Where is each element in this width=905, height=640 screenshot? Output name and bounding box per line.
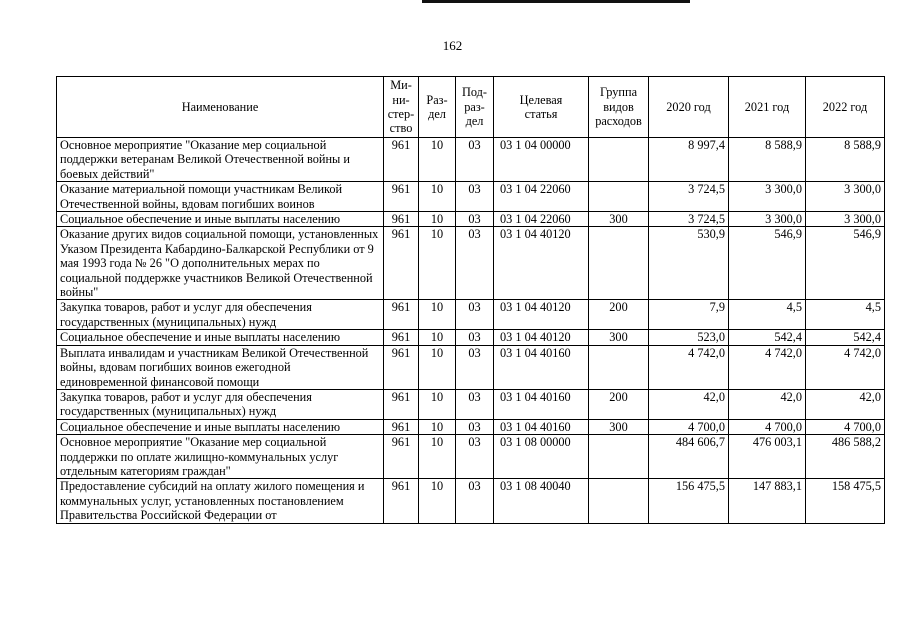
cell-2022: 42,0 (806, 389, 885, 419)
cell-name: Оказание других видов социальной помощи, установленных Указом Президента Кабардино-Балкарской Республики от 9 мая 1993 года № 26 "О дополнительных мерах по социальной поддержке участников Великой Отечественной войны" (57, 227, 384, 300)
table-row (57, 389, 885, 419)
cell-2020: 4 742,0 (649, 345, 729, 389)
table-row (57, 300, 885, 330)
cell-2022: 542,4 (806, 330, 885, 345)
cell-name: Выплата инвалидам и участникам Великой Отечественной войны, вдовам погибших воинов ежегодной единовременной финансовой помощи (57, 345, 384, 389)
cell-group (589, 345, 649, 389)
cell-ministry: 961 (384, 182, 419, 212)
table-row (57, 479, 885, 523)
cell-2021: 476 003,1 (729, 435, 806, 479)
cell-group: 300 (589, 330, 649, 345)
cell-subsection: 03 (456, 227, 494, 300)
cell-ministry: 961 (384, 345, 419, 389)
cell-ministry: 961 (384, 479, 419, 523)
top-edge-mark (422, 0, 690, 3)
cell-section: 10 (419, 300, 456, 330)
cell-section: 10 (419, 419, 456, 434)
cell-ministry: 961 (384, 389, 419, 419)
cell-name: Социальное обеспечение и иные выплаты населению (57, 419, 384, 434)
cell-2022: 4 742,0 (806, 345, 885, 389)
table-body (57, 138, 885, 524)
cell-2022: 8 588,9 (806, 138, 885, 182)
cell-2020: 523,0 (649, 330, 729, 345)
header-ministry: Ми- ни- стер- ство (384, 77, 419, 138)
cell-ministry: 961 (384, 330, 419, 345)
cell-subsection: 03 (456, 435, 494, 479)
cell-subsection: 03 (456, 330, 494, 345)
table-row (57, 435, 885, 479)
cell-2022: 3 300,0 (806, 212, 885, 227)
cell-target: 03 1 04 40120 (494, 300, 589, 330)
cell-subsection: 03 (456, 182, 494, 212)
table-row (57, 138, 885, 182)
table-row (57, 212, 885, 227)
cell-2022: 158 475,5 (806, 479, 885, 523)
cell-target: 03 1 04 40160 (494, 419, 589, 434)
cell-group: 300 (589, 419, 649, 434)
cell-section: 10 (419, 138, 456, 182)
header-2020: 2020 год (649, 77, 729, 138)
cell-2021: 3 300,0 (729, 182, 806, 212)
cell-ministry: 961 (384, 138, 419, 182)
cell-target: 03 1 04 40160 (494, 389, 589, 419)
cell-target: 03 1 04 22060 (494, 212, 589, 227)
header-section: Раз- дел (419, 77, 456, 138)
cell-name: Социальное обеспечение и иные выплаты населению (57, 212, 384, 227)
cell-2020: 7,9 (649, 300, 729, 330)
cell-2021: 4 700,0 (729, 419, 806, 434)
cell-2021: 4 742,0 (729, 345, 806, 389)
cell-subsection: 03 (456, 138, 494, 182)
cell-name: Оказание материальной помощи участникам Великой Отечественной войны, вдовам погибших воинов (57, 182, 384, 212)
cell-2022: 4,5 (806, 300, 885, 330)
cell-target: 03 1 04 40160 (494, 345, 589, 389)
cell-group (589, 227, 649, 300)
cell-name: Закупка товаров, работ и услуг для обеспечения государственных (муниципальных) нужд (57, 389, 384, 419)
budget-table (56, 76, 885, 524)
cell-ministry: 961 (384, 300, 419, 330)
cell-name: Социальное обеспечение и иные выплаты населению (57, 330, 384, 345)
cell-2021: 542,4 (729, 330, 806, 345)
cell-group: 300 (589, 212, 649, 227)
cell-section: 10 (419, 435, 456, 479)
cell-section: 10 (419, 389, 456, 419)
cell-2020: 8 997,4 (649, 138, 729, 182)
cell-section: 10 (419, 182, 456, 212)
header-name: Наименование (57, 77, 384, 138)
cell-2020: 3 724,5 (649, 182, 729, 212)
cell-group (589, 182, 649, 212)
cell-2022: 546,9 (806, 227, 885, 300)
cell-2021: 8 588,9 (729, 138, 806, 182)
header-2021: 2021 год (729, 77, 806, 138)
table-header-row (57, 77, 885, 138)
cell-2021: 4,5 (729, 300, 806, 330)
cell-subsection: 03 (456, 389, 494, 419)
table-row (57, 345, 885, 389)
cell-ministry: 961 (384, 435, 419, 479)
cell-target: 03 1 08 00000 (494, 435, 589, 479)
cell-ministry: 961 (384, 212, 419, 227)
cell-2021: 3 300,0 (729, 212, 806, 227)
cell-subsection: 03 (456, 419, 494, 434)
cell-name: Предоставление субсидий на оплату жилого помещения и коммунальных услуг, установленных постановлением Правительства Российской Федерации от (57, 479, 384, 523)
cell-2020: 484 606,7 (649, 435, 729, 479)
cell-group: 200 (589, 300, 649, 330)
cell-section: 10 (419, 212, 456, 227)
cell-2022: 486 588,2 (806, 435, 885, 479)
cell-target: 03 1 04 40120 (494, 227, 589, 300)
cell-2021: 42,0 (729, 389, 806, 419)
cell-2020: 156 475,5 (649, 479, 729, 523)
cell-ministry: 961 (384, 227, 419, 300)
cell-target: 03 1 08 40040 (494, 479, 589, 523)
header-target: Целевая статья (494, 77, 589, 138)
table-row (57, 419, 885, 434)
cell-2020: 42,0 (649, 389, 729, 419)
cell-target: 03 1 04 22060 (494, 182, 589, 212)
cell-2020: 3 724,5 (649, 212, 729, 227)
cell-section: 10 (419, 227, 456, 300)
cell-name: Основное мероприятие "Оказание мер социальной поддержки по оплате жилищно-коммунальных услуг отдельным категориям граждан" (57, 435, 384, 479)
cell-subsection: 03 (456, 479, 494, 523)
cell-section: 10 (419, 345, 456, 389)
cell-group: 200 (589, 389, 649, 419)
cell-target: 03 1 04 40120 (494, 330, 589, 345)
header-subsection: Под- раз- дел (456, 77, 494, 138)
cell-subsection: 03 (456, 345, 494, 389)
cell-section: 10 (419, 330, 456, 345)
cell-name: Закупка товаров, работ и услуг для обеспечения государственных (муниципальных) нужд (57, 300, 384, 330)
cell-target: 03 1 04 00000 (494, 138, 589, 182)
cell-name: Основное мероприятие "Оказание мер социальной поддержки ветеранам Великой Отечественной войны и боевых действий" (57, 138, 384, 182)
cell-group (589, 479, 649, 523)
cell-2021: 546,9 (729, 227, 806, 300)
cell-2022: 4 700,0 (806, 419, 885, 434)
cell-2020: 530,9 (649, 227, 729, 300)
cell-2022: 3 300,0 (806, 182, 885, 212)
header-2022: 2022 год (806, 77, 885, 138)
table-row (57, 227, 885, 300)
cell-section: 10 (419, 479, 456, 523)
cell-group (589, 435, 649, 479)
cell-subsection: 03 (456, 212, 494, 227)
cell-ministry: 961 (384, 419, 419, 434)
page-number: 162 (442, 38, 463, 53)
cell-group (589, 138, 649, 182)
table-row (57, 330, 885, 345)
cell-2020: 4 700,0 (649, 419, 729, 434)
table-row (57, 182, 885, 212)
cell-2021: 147 883,1 (729, 479, 806, 523)
cell-subsection: 03 (456, 300, 494, 330)
header-group: Группа видов расходов (589, 77, 649, 138)
